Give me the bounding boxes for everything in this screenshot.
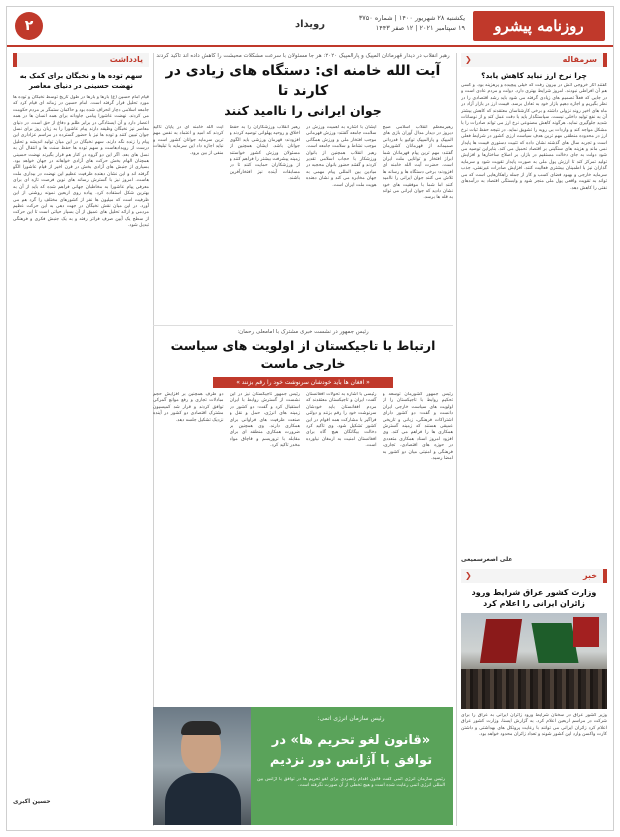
- news-body: وزیر کشور عراق در سخنان شرایط ورود زائران ایرانی به عراق را برای شرکت در مراسم اربعین اعلام کرد. به گزارش ایسنا، وزارت کشور عراق اعلام کرد زائران ایرانی می توانند با رعایت پروتکل های بهداشتی و داشتن کارت واکسن وارد این کشور شوند و تعداد زائران محدود خواهد بود.: [461, 713, 607, 738]
- suit-shape: [165, 773, 241, 825]
- issue-line-persian: یکشنبه ۲۸ شهریور ۱۴۰۰ | شماره ۳۷۵۰: [358, 14, 465, 22]
- right-column: [461, 53, 607, 775]
- issue-info: [325, 13, 465, 33]
- atomic-energy-promo: [153, 707, 453, 825]
- masthead: [7, 7, 613, 47]
- note-body: قیام امام حسین (ع) بارها و بارها در طول تاریخ توسط نخبگان و توده ها مورد تحلیل قرار گرفته است. امام حسین در زمانه ای قیام کرد که جامعه اسلامی دچار انحراف شده بود و حاکمان ستمگر بر مردم حکومت می کردند. نهضت عاشورا پیامی جاودانه برای همه انسان ها در همه اعصار دارد و آن ایستادگی در برابر ظلم و دفاع از حق است. در دنیای معاصر نیز نخبگان وظیفه دارند پیام عاشورا را به زبان روز برای نسل جوان تبیین کنند و توده ها نیز با حضور گسترده در مراسم عزاداری این پیام را زنده نگه دارند. سهم نخبگان در این میان تولید اندیشه و تحلیل درست از رویدادهاست و سهم توده ها حفظ سنت ها و انتقال آن به نسل های بعد. اگر این دو گروه در کنار هم قرار بگیرند نهضت حسینی همچنان الهام بخش حرکت های آزادی خواهانه در جهان خواهد بود. بسیاری از جنبش های آزادی بخش در قرن اخیر از قیام عاشورا الگو گرفته اند و این نشان دهنده ظرفیت عظیم این نهضت در بیداری ملت هاست. امروز نیز با گسترش رسانه های نوین فرصت تازه ای برای معرفی پیام عاشورا به مخاطبان جهانی فراهم شده که باید از آن به بهترین شکل استفاده کرد. پیاده روی اربعین نمونه روشنی از این ظرفیت است که میلیون ها نفر از کشورهای مختلف را گرد هم می آورد. در این میان نقش نخبگان در جهت دهی به این حرکت عظیم مردمی و ارائه تحلیل های عمیق از آن بسیار حیاتی است تا این حرکت از سطح یک آیین صرف فراتر رفته و به یک جنبش فکری و فرهنگی تبدیل شود.: [13, 95, 149, 229]
- editorial-author: علی اصغرسمیعی: [461, 556, 513, 563]
- column-divider: [456, 53, 457, 826]
- pilgrims-photo: [461, 613, 607, 709]
- promo-body-wrapper: [257, 777, 445, 817]
- second-body-columns: [153, 392, 453, 692]
- note-label: یادداشت: [109, 55, 143, 64]
- promo-body: رئیس سازمان انرژی اتمی گفت قانون اقدام راهبردی برای لغو تحریم ها در توافق با آژانس بین المللی انرژی اتمی رعایت شده است و هیچ تخطی از آن صورت نگرفته است.: [257, 777, 445, 789]
- chevron-icon: ❮: [465, 571, 472, 580]
- second-body-col: دو طرف همچنین بر افزایش حجم مبادلات تجاری و رفع موانع گمرکی توافق کردند و قرار شد کمیسیون مشترک اقتصادی دو کشور در آینده نزدیک تشکیل جلسه دهد.: [153, 392, 224, 423]
- flag-shape: [573, 617, 599, 647]
- lead-body-col: رهبر انقلاب ورزشکاران را به حفظ اخلاق و روحیه پهلوانی توصیه کردند و افزودند: قهرمان ورزشی باید الگوی جوانان باشد. ایشان همچنین از مسئولان ورزش کشور خواستند زمینه پیشرفت بیشتر را فراهم کنند و از ورزشکاران حمایت کنند تا در مسابقات آینده نیز افتخارآفرین باشند.: [229, 125, 300, 182]
- flag-shape: [480, 619, 522, 663]
- second-kicker: رئیس جمهور در نشست خبری مشترک با امامعلی رحمان:: [153, 325, 453, 335]
- hair-shape: [181, 721, 221, 735]
- newspaper-page: [6, 6, 614, 831]
- chevron-icon: ❮: [465, 55, 472, 64]
- promo-title: «قانون لغو تحریم ها» در توافق با آژانس دور نزدیم: [269, 733, 433, 768]
- lead-body-col: ایشان با اشاره به اهمیت ورزش در سلامت جامعه گفتند: ورزش قهرمانی موجب افتخار ملی و ورزش همگانی موجب نشاط و سلامت جامعه است. رهبر انقلاب همچنین از بانوان ورزشکار با حجاب اسلامی تقدیر کردند و گفتند حضور بانوان محجبه در میادین بین المللی پیام مهمی به جهان مخابره می کند و نشان دهنده هویت ملت ایران است.: [306, 125, 377, 188]
- quote-strip: « افغان ها باید خودشان سرنوشت خود را رقم بزنند »: [213, 377, 393, 388]
- lead-body-columns: [153, 125, 453, 321]
- second-body-col: رئیسی با اشاره به تحولات افغانستان گفت: ایران و تاجیکستان معتقدند که مردم افغانستان باید خودشان سرنوشت خود را رقم بزنند و دولتی فراگیر با مشارکت همه اقوام در این کشور تشکیل شود. وی تاکید کرد دخالت بیگانگان هیچ گاه برای افغانستان امنیت به ارمغان نیاورده است.: [306, 392, 377, 449]
- note-author: حسین اکبری: [13, 798, 51, 805]
- editorial-title: چرا نرخ ارز نباید کاهش یابد؟: [481, 71, 587, 80]
- issue-line-gregorian: ۱۹ سپتامبر ۲۰۲۱ | ۱۲ صفر ۱۴۴۳: [375, 24, 465, 32]
- page-number-badge: ۲: [15, 12, 43, 40]
- flag-shape: [531, 623, 578, 663]
- lead-headline-line2: جوان ایرانی را ناامید کنند: [224, 103, 382, 118]
- left-column: [13, 53, 149, 805]
- lead-headline-line1: آیت الله خامنه ای: دستگاه های زیادی در کارند تا: [165, 63, 441, 99]
- lead-body-col: آیت الله خامنه ای در پایان تاکید کردند که امید و اعتماد به نفس مهم ترین سرمایه جوانان کشور است و نباید اجازه داد این سرمایه با تبلیغات منفی از بین برود.: [153, 125, 224, 156]
- news-label: خبر: [582, 571, 597, 580]
- news-section-tag: [461, 569, 607, 583]
- news-title: وزارت کشور عراق شرایط ورود زائران ایرانی را اعلام کرد: [471, 588, 597, 608]
- official-portrait: [153, 707, 251, 825]
- lead-body-col: رهبرمعظم انقلاب اسلامی صبح دیروز در دیدار مدال آوران بازی های المپیک و پارالمپیک توکیو با قدردانی صمیمانه از قهرمانان کشورمان گفتند: مهم ترین پیام قهرمانان شما ابراز افتخار و توانایی ملت ایران است. حضرت آیت الله خامنه ای افزودند: برخی دستگاه ها و رسانه ها تلاش می کنند جوان ایرانی را ناامید کنند اما شما با موفقیت های خود نشان دادید که جوان ایرانی می تواند به قله ها برسد.: [382, 125, 453, 201]
- news-box: [461, 569, 607, 775]
- editorial-body: گفتند آثار خروجی آتش در بیرون رفت که خیلی پیچیده و پرهزینه بود. و کسی هم آن افراطی نبودند. امروز شرایط بهتری دارد. دولت و مردم عادی است و در جایی که فعلاً تصمیم های زیادی گرفته می شود باید رشد اقتصادی را در نظر بگیریم و اجازه دهیم بازار خود به تعادل برسد. قیمت ارز در بازار آزاد در ماه های اخیر روند نزولی داشته و برخی کارشناسان معتقدند که کاهش بیشتر آن به نفع تولید داخلی نیست. سیاستگذار باید با دقت عمل کند و از نوسانات شدید جلوگیری نماید. هرگونه کاهش مصنوعی نرخ ارز می تواند صادرات را با مشکل مواجه کند و واردات بی رویه را تشویق نماید. در نتیجه حفظ ثبات نرخ ارز در محدوده منطقی مهم ترین هدف سیاست ارزی کشور در شرایط فعلی است و تجربه سال های گذشته نشان داده که تثبیت دستوری قیمت ها پایدار نمی ماند و هزینه های سنگینی بر اقتصاد تحمیل می کند. بنابراین توصیه می شود دولت به جای دخالت مستقیم در بازار، بر اصلاح ساختارها و افزایش تولید تمرکز کند تا ارزش پول ملی به صورت پایدار تقویت شود و سرمایه گذاران نیز با اطمینان بیشتری فعالیت کنند. افزایش صادرات غیرنفتی، جذب سرمایه خارجی و بهبود فضای کسب و کار از جمله راهکارهایی است که می تواند به تقویت واقعی پول ملی منجر شود و وابستگی اقتصاد به درآمدهای نفتی را کاهش دهد.: [461, 83, 607, 191]
- newspaper-logo: روزنامه پیشرو: [473, 11, 605, 41]
- second-body-col: رئیس جمهور کشورمان توسعه و تحکیم روابط با تاجیکستان را از اولویت های سیاست خارجی ایران دانست و گفت: دو کشور دارای اشتراکات فرهنگی، زبانی و تاریخی عمیقی هستند که زمینه گسترش همکاری ها را فراهم می کند. وی افزود امروز اسناد همکاری متعددی در حوزه های اقتصادی، تجاری، فرهنگی و امنیتی میان دو کشور به امضا رسید.: [382, 392, 453, 462]
- second-body-col: رئیس جمهور تاجیکستان نیز در این نشست از گسترش روابط با ایران استقبال کرد و گفت: دو کشور در زمینه های انرژی، حمل و نقل و صنعت ظرفیت های فراوانی برای همکاری دارند. وی همچنین بر ضرورت همکاری منطقه ای برای مقابله با تروریسم و قاچاق مواد مخدر تاکید کرد.: [229, 392, 300, 449]
- promo-kicker: رئیس سازمان انرژی اتمی:: [317, 715, 385, 722]
- lead-kicker: رهبر انقلاب در دیدار قهرمانان المپیک و پارالمپیک ۲۰۲۰: هر جا مسئولان با سرعت مشکلات محیشت را کاهش داده اند تاکید کردند: [156, 53, 450, 59]
- crowd-shape: [461, 669, 607, 709]
- note-section-tag: [13, 53, 149, 67]
- editorial-section-tag: [461, 53, 607, 67]
- second-headline: ارتباط با تاجیکستان از اولویت های سیاست خارجی ماست: [170, 338, 436, 371]
- note-title: سهم توده ها و نخبگان برای کمک به نهضت حسینی در دنیای معاصر: [19, 72, 143, 90]
- section-title: رویداد: [294, 19, 326, 30]
- editorial-label: سرمقاله: [562, 55, 597, 64]
- main-column: [153, 53, 453, 692]
